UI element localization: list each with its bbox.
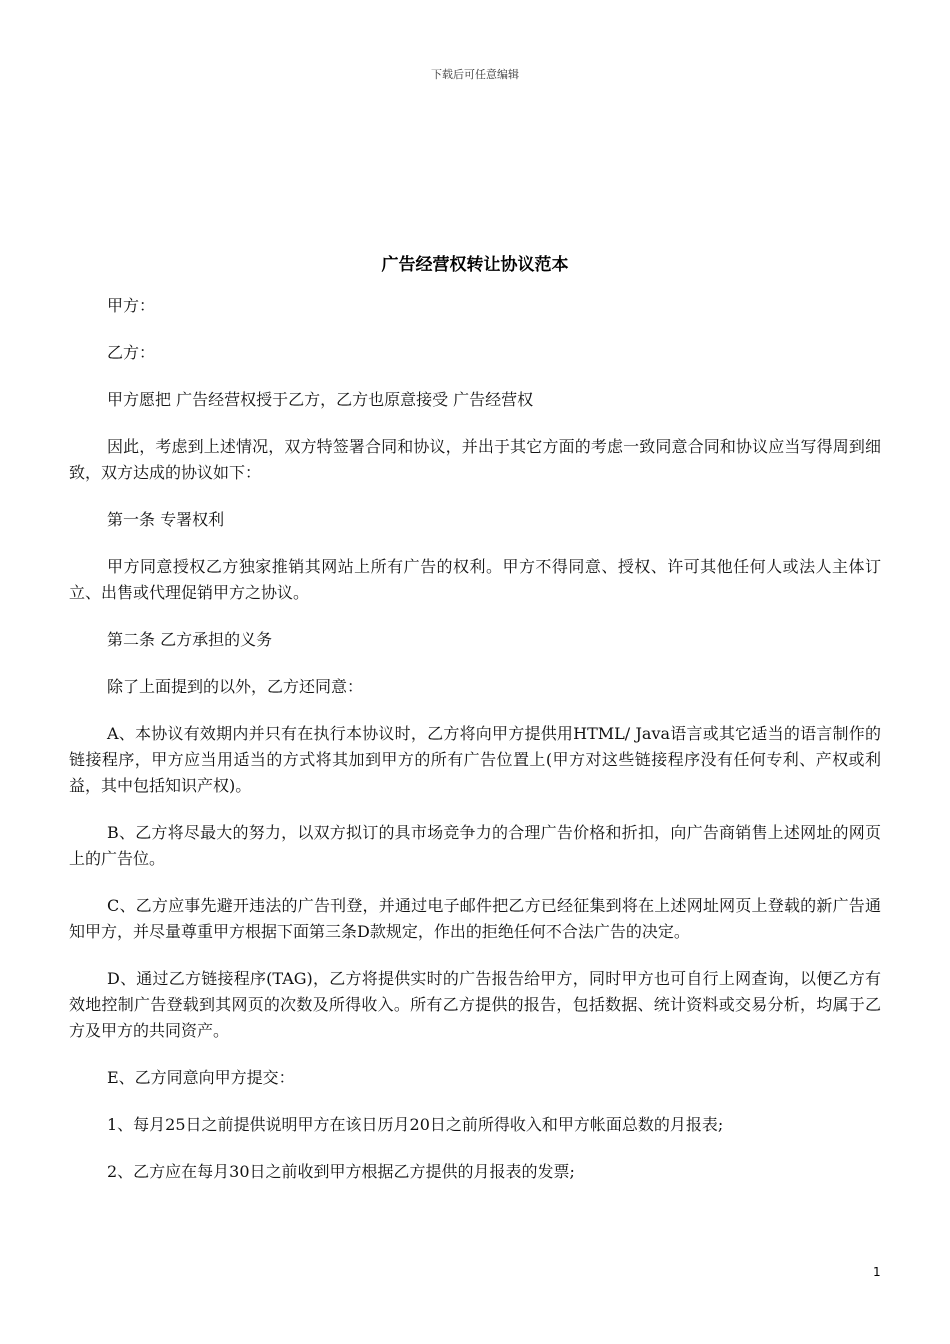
clause-e: E、乙方同意向甲方提交： bbox=[107, 1068, 295, 1087]
paragraph-grant: 甲方愿把 广告经营权授于乙方，乙方也原意接受 广告经营权 bbox=[107, 390, 534, 409]
clause-c: C、乙方应事先避开违法的广告刊登，并通过电子邮件把乙方已经征集到将在上述网址网页上登载的新广告通知甲方，并尽量尊重甲方根据下面第三条D款规定，作出的拒绝任何不合法广告的决定。 bbox=[69, 896, 881, 941]
clause-e-item-1: 1、每月25日之前提供说明甲方在该日历月20日之前所得收入和甲方帐面总数的月报表; bbox=[107, 1115, 724, 1134]
article-1-heading: 第一条 专署权利 bbox=[107, 510, 225, 529]
paragraph-recital: 因此，考虑到上述情况，双方特签署合同和协议，并出于其它方面的考虑一致同意合同和协议应当写得周到细致，双方达成的协议如下： bbox=[69, 437, 881, 482]
clause-a: A、本协议有效期内并只有在执行本协议时，乙方将向甲方提供用HTML/ Java语言或其它适当的语言制作的链接程序，甲方应当用适当的方式将其加到甲方的所有广告位置上(甲方对这些链接程序没有任何专利、产权或利益，其中包括知识产权)。 bbox=[69, 724, 881, 795]
document-body bbox=[69, 293, 881, 1206]
clause-e-item-2: 2、乙方应在每月30日之前收到甲方根据乙方提供的月报表的发票; bbox=[107, 1162, 575, 1181]
article-1-text: 甲方同意授权乙方独家推销其网站上所有广告的权利。甲方不得同意、授权、许可其他任何人或法人主体订立、出售或代理促销甲方之协议。 bbox=[69, 557, 881, 602]
paragraph-party-b: 乙方： bbox=[107, 343, 156, 362]
document-title: 广告经营权转让协议范本 bbox=[381, 255, 569, 275]
page-number: 1 bbox=[873, 1265, 881, 1279]
header-note: 下载后可任意编辑 bbox=[431, 68, 519, 81]
article-2-heading: 第二条 乙方承担的义务 bbox=[107, 630, 273, 649]
clause-b: B、乙方将尽最大的努力，以双方拟订的具市场竞争力的合理广告价格和折扣，向广告商销售上述网址的网页上的广告位。 bbox=[69, 823, 881, 868]
paragraph-party-a: 甲方： bbox=[107, 296, 156, 315]
article-2-intro: 除了上面提到的以外，乙方还同意： bbox=[107, 677, 364, 696]
clause-d: D、通过乙方链接程序(TAG)，乙方将提供实时的广告报告给甲方，同时甲方也可自行上网查询，以便乙方有效地控制广告登载到其网页的次数及所得收入。所有乙方提供的报告，包括数据、统计资料或交易分析，均属于乙方及甲方的共同资产。 bbox=[69, 969, 881, 1040]
